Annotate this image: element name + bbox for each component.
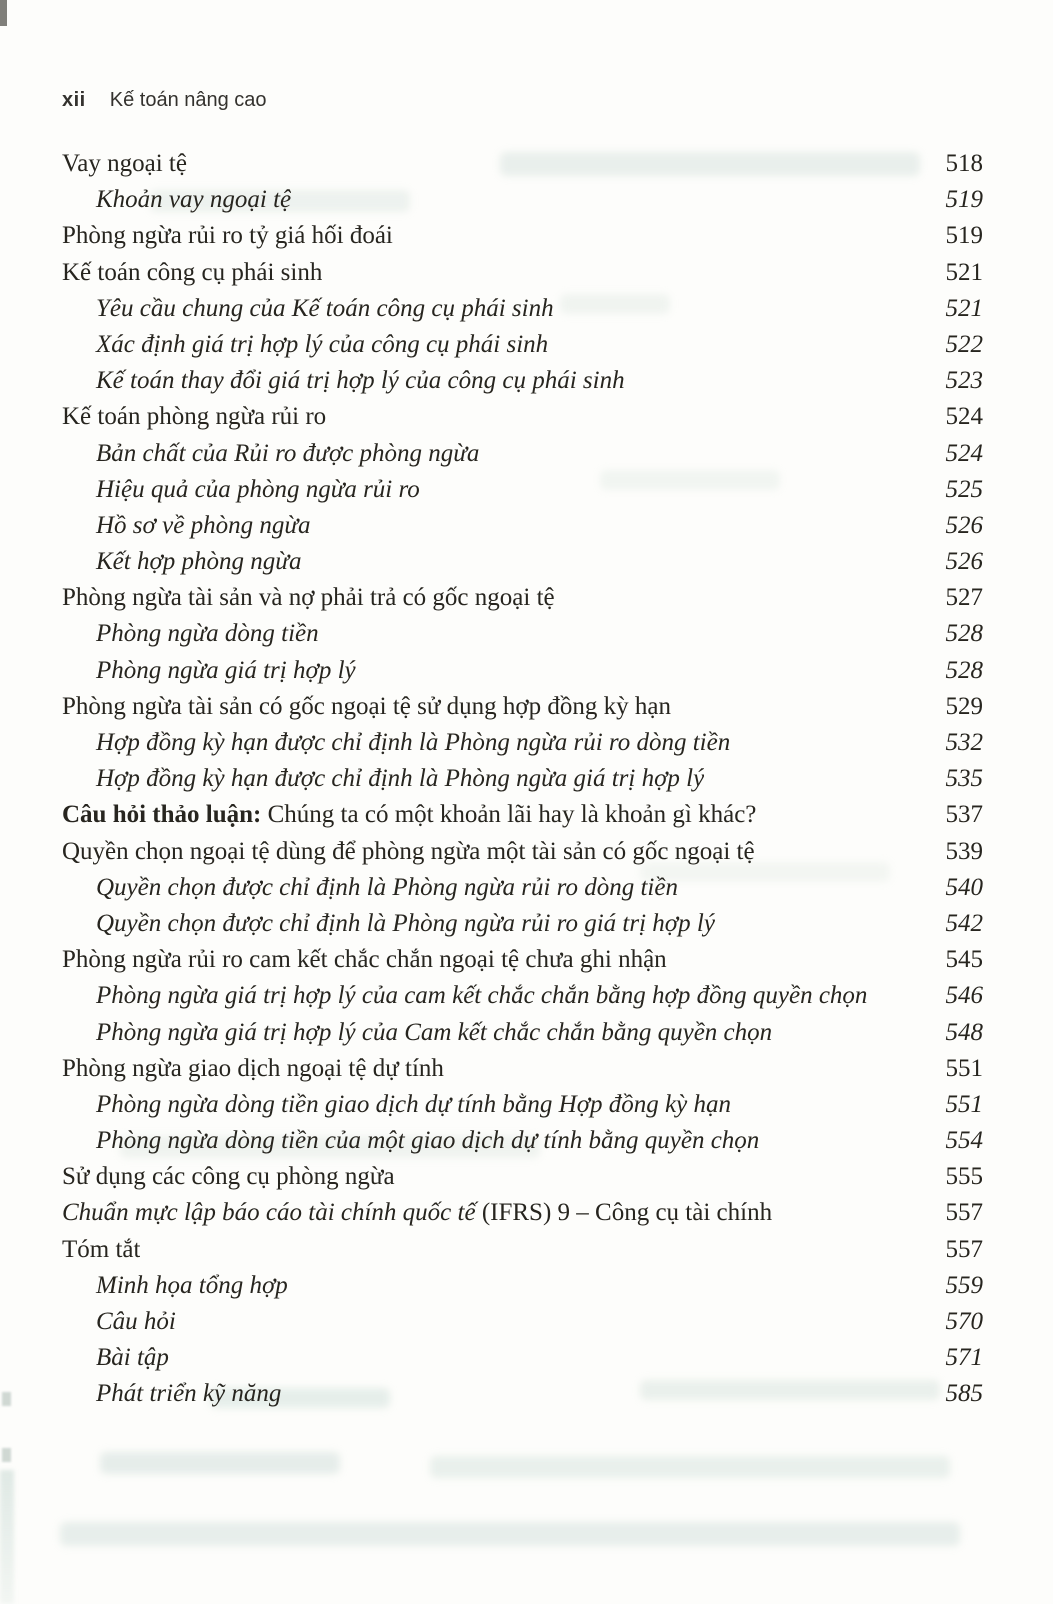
toc-entry-title	[62, 1376, 281, 1412]
toc-entry-title	[62, 797, 756, 833]
toc-entry-title	[62, 1159, 395, 1195]
toc-entry-label: (IFRS) 9 – Công cụ tài chính	[475, 1199, 773, 1227]
toc-entry-lead: Câu hỏi thảo luận:	[62, 801, 262, 829]
toc-entry-label: Chúng ta có một khoản lãi hay là khoản gì khác?	[261, 801, 757, 829]
toc-entry-page-number: 526	[945, 511, 983, 539]
toc-entry-label: Yêu cầu chung của Kế toán công cụ phái sinh	[96, 294, 554, 322]
folio-page-number: xii	[62, 89, 86, 111]
toc-entry	[62, 1123, 983, 1159]
toc-entry-page-number: 551	[945, 1090, 983, 1118]
toc-entry	[62, 327, 983, 363]
toc-entry-title	[62, 870, 678, 906]
toc-entry-title	[62, 616, 319, 652]
toc-entry-title	[62, 327, 548, 363]
toc-entry-page-number: 528	[945, 620, 983, 648]
toc-entry-page-number: 551	[945, 1054, 983, 1082]
toc-entry-title	[62, 906, 715, 942]
toc-entry-label: Phòng ngừa dòng tiền của một giao dịch dự tính bằng quyền chọn	[96, 1127, 760, 1155]
toc-entry-page-number: 554	[945, 1127, 983, 1155]
toc-entry-page-number: 540	[945, 873, 983, 901]
toc-entry-label: Phát triển kỹ năng	[96, 1380, 282, 1408]
toc-entry-label: Phòng ngừa dòng tiền giao dịch dự tính bằng Hợp đồng kỳ hạn	[96, 1090, 731, 1118]
toc-entry-page-number: 542	[945, 909, 983, 937]
toc-entry-title	[62, 761, 704, 797]
toc-entry-page-number: 519	[945, 186, 983, 214]
toc-entry-page-number: 521	[945, 258, 983, 286]
toc-entry	[62, 544, 983, 580]
toc-entry-label: Minh họa tổng hợp	[96, 1271, 288, 1299]
toc-entry-page-number: 555	[945, 1163, 983, 1191]
toc-entry-page-number: 546	[945, 982, 983, 1010]
toc-entry	[62, 146, 983, 182]
bleed-through-artifact	[100, 1452, 340, 1474]
toc-entry	[62, 291, 983, 327]
toc-entry-title	[62, 1051, 444, 1087]
toc-entry	[62, 797, 983, 833]
toc-entry-page-number: 521	[945, 294, 983, 322]
toc-entry	[62, 399, 983, 435]
toc-entry-label: Xác định giá trị hợp lý của công cụ phái sinh	[96, 330, 549, 358]
toc-entry-page-number: 557	[945, 1199, 983, 1227]
toc-entry	[62, 363, 983, 399]
toc-entry-title	[62, 689, 671, 725]
toc-entry	[62, 1340, 983, 1376]
toc-entry-page-number: 557	[945, 1235, 983, 1263]
toc-entry-page-number: 525	[945, 475, 983, 503]
toc-entry-title	[62, 399, 326, 435]
toc-entry-lead: Chuẩn mực lập báo cáo tài chính quốc tế	[62, 1199, 476, 1227]
toc-entry	[62, 906, 983, 942]
toc-entry-label: Phòng ngừa dòng tiền	[96, 620, 319, 648]
toc-entry	[62, 1232, 983, 1268]
toc-entry-label: Bài tập	[96, 1344, 169, 1372]
toc-entry	[62, 942, 983, 978]
toc-entry-label: Bản chất của Rủi ro được phòng ngừa	[96, 439, 480, 467]
toc-entry-label: Phòng ngừa giá trị hợp lý của cam kết chắc chắn bằng hợp đồng quyền chọn	[96, 982, 868, 1010]
toc-entry-label: Kế toán phòng ngừa rủi ro	[62, 403, 327, 431]
scan-edge-mark	[2, 1448, 11, 1462]
scan-edge-mark	[2, 1392, 11, 1406]
toc-entry-page-number: 570	[945, 1308, 983, 1335]
toc-entry-title	[62, 653, 356, 689]
toc-entry-page-number: 519	[945, 222, 983, 250]
toc-entry-title	[62, 725, 730, 761]
toc-entry-label: Hiệu quả của phòng ngừa rủi ro	[96, 475, 420, 503]
toc-entry-label: Phòng ngừa rủi ro cam kết chắc chắn ngoại tệ chưa ghi nhận	[62, 946, 667, 974]
toc-entry-page-number: 535	[945, 765, 983, 793]
toc-entry-label: Quyền chọn được chỉ định là Phòng ngừa rủi ro giá trị hợp lý	[96, 909, 715, 937]
toc-entry	[62, 689, 983, 725]
toc-entry-page-number: 539	[945, 837, 983, 865]
toc-entry-label: Phòng ngừa rủi ro tỷ giá hối đoái	[62, 222, 393, 250]
toc-entry	[62, 834, 983, 870]
toc-entry	[62, 1087, 983, 1123]
toc-entry	[62, 1015, 983, 1051]
toc-entry-label: Phòng ngừa giá trị hợp lý của Cam kết chắc chắn bằng quyền chọn	[96, 1018, 773, 1046]
toc-entry-page-number: 526	[945, 548, 983, 576]
toc-entry-label: Kế toán công cụ phái sinh	[62, 258, 323, 286]
toc-entry	[62, 1051, 983, 1087]
bleed-through-artifact	[60, 1522, 960, 1546]
toc-entry-label: Sử dụng các công cụ phòng ngừa	[62, 1163, 395, 1191]
bleed-through-artifact	[430, 1456, 950, 1478]
toc-entry-title	[62, 363, 625, 399]
toc-entry	[62, 508, 983, 544]
toc-entry-page-number: 571	[945, 1344, 983, 1372]
toc-entry-label: Khoản vay ngoại tệ	[96, 186, 292, 214]
toc-entry-label: Phòng ngừa giá trị hợp lý	[96, 656, 356, 684]
toc-entry-title	[62, 218, 393, 254]
toc-entry-title	[62, 1304, 176, 1340]
toc-entry-title	[62, 544, 301, 580]
toc-entry-title	[62, 1087, 731, 1123]
toc-entry-label: Hợp đồng kỳ hạn được chỉ định là Phòng ngừa rủi ro dòng tiền	[96, 729, 731, 756]
toc-entry-page-number: 522	[945, 330, 983, 358]
toc-entry-title	[62, 580, 555, 616]
toc-entry	[62, 1268, 983, 1304]
toc-entry	[62, 182, 983, 218]
toc-entry	[62, 255, 983, 291]
toc-entry	[62, 761, 983, 797]
toc-entry-title	[62, 436, 479, 472]
toc-entry-page-number: 527	[945, 584, 983, 612]
toc-entry	[62, 978, 983, 1014]
toc-entry-page-number: 529	[945, 692, 983, 720]
toc-entry-label: Phòng ngừa giao dịch ngoại tệ dự tính	[62, 1054, 444, 1082]
scan-corner-artifact	[0, 0, 7, 26]
toc-entry	[62, 1376, 983, 1412]
toc-entry-title	[62, 1340, 169, 1376]
scan-edge-smudge	[0, 1470, 14, 1604]
toc-entry-page-number: 523	[945, 367, 983, 395]
toc-entry-label: Hợp đồng kỳ hạn được chỉ định là Phòng ngừa giá trị hợp lý	[96, 765, 705, 793]
toc-entry-title	[62, 255, 322, 291]
toc-entry-title	[62, 834, 755, 870]
toc-entry-page-number: 518	[945, 150, 983, 177]
toc-entry-label: Phòng ngừa tài sản và nợ phải trả có gốc ngoại tệ	[62, 584, 555, 612]
toc-entry	[62, 653, 983, 689]
toc-entry-page-number: 524	[945, 439, 983, 467]
toc-entry	[62, 870, 983, 906]
toc-entry-label: Tóm tắt	[62, 1235, 141, 1263]
toc-entry-label: Hồ sơ về phòng ngừa	[96, 511, 311, 539]
toc-entry-title	[62, 472, 420, 508]
toc-entry-page-number: 528	[945, 656, 983, 684]
toc-entry-title	[62, 942, 667, 978]
toc-entry-label: Câu hỏi	[96, 1308, 176, 1335]
toc-entry-label: Vay ngoại tệ	[62, 150, 187, 177]
toc-entry	[62, 436, 983, 472]
toc-entry-label: Phòng ngừa tài sản có gốc ngoại tệ sử dụng hợp đồng kỳ hạn	[62, 692, 671, 720]
toc-entry	[62, 1304, 983, 1340]
toc-entry-page-number: 537	[945, 801, 983, 829]
toc-entry	[62, 472, 983, 508]
running-book-title: Kế toán nâng cao	[109, 89, 267, 111]
toc-entry-title	[62, 1195, 772, 1231]
table-of-contents	[62, 146, 983, 1413]
toc-entry-title	[62, 978, 867, 1014]
toc-entry-page-number: 585	[945, 1380, 983, 1408]
toc-entry-page-number: 524	[945, 403, 983, 431]
toc-entry-title	[62, 1123, 759, 1159]
toc-entry-title	[62, 291, 554, 327]
toc-entry-page-number: 559	[945, 1271, 983, 1299]
toc-entry-title	[62, 1015, 772, 1051]
toc-entry-page-number: 548	[945, 1018, 983, 1046]
toc-entry-page-number: 545	[945, 946, 983, 974]
toc-entry	[62, 616, 983, 652]
toc-entry-label: Quyền chọn ngoại tệ dùng để phòng ngừa một tài sản có gốc ngoại tệ	[62, 837, 755, 865]
toc-entry	[62, 1159, 983, 1195]
toc-entry-title	[62, 1268, 288, 1304]
toc-entry-title	[62, 1232, 140, 1268]
toc-entry-label: Quyền chọn được chỉ định là Phòng ngừa rủi ro dòng tiền	[96, 873, 678, 901]
running-header	[62, 88, 267, 112]
toc-entry	[62, 725, 983, 761]
toc-entry-title	[62, 508, 310, 544]
toc-entry	[62, 1195, 983, 1231]
toc-entry	[62, 580, 983, 616]
toc-entry-label: Kế toán thay đổi giá trị hợp lý của công cụ phái sinh	[96, 367, 625, 395]
toc-entry	[62, 218, 983, 254]
toc-entry-label: Kết hợp phòng ngừa	[96, 548, 302, 576]
toc-entry-title	[62, 146, 187, 182]
toc-entry-title	[62, 182, 291, 218]
toc-entry-page-number: 532	[945, 729, 983, 756]
